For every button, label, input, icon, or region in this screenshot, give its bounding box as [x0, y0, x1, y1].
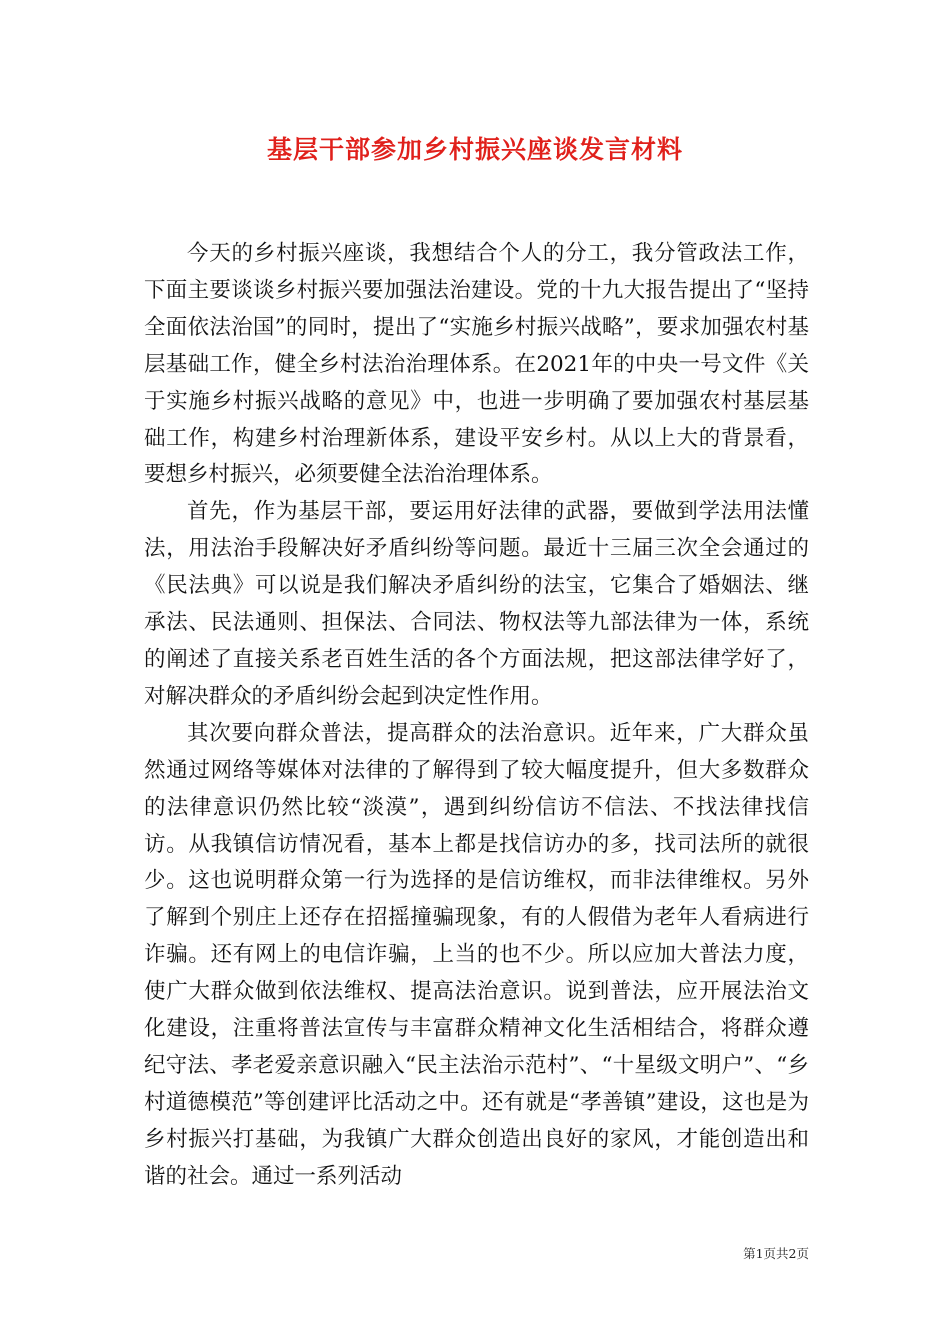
paragraph-1: 今天的乡村振兴座谈，我想结合个人的分工，我分管政法工作，下面主要谈谈乡村振兴要加强法治建设。党的十九大报告提出了“坚持全面依法治国”的同时，提出了“实施乡村振兴战略”，要求加强农村基层基础工作，健全乡村法治治理体系。在2021年的中央一号文件《关于实施乡村振兴战略的意见》中，也进一步明确了要加强农村基层基础工作，构建乡村治理新体系，建设平安乡村。从以上大的背景看，要想乡村振兴，必须要健全法治治理体系。	[144, 241, 809, 488]
document-body	[144, 236, 809, 1196]
paragraph-3: 其次要向群众普法，提高群众的法治意识。近年来，广大群众虽然通过网络等媒体对法律的了解得到了较大幅度提升，但大多数群众的法律意识仍然比较“淡漠”，遇到纠纷信访不信法、不找法律找信访。从我镇信访情况看，基本上都是找信访办的多，找司法所的就很少。这也说明群众第一行为选择的是信访维权，而非法律维权。另外了解到个别庄上还存在招摇撞骗现象，有的人假借为老年人看病进行诈骗。还有网上的电信诈骗，上当的也不少。所以应加大普法力度，使广大群众做到依法维权、提高法治意识。说到普法，应开展法治文化建设，注重将普法宣传与丰富群众精神文化生活相结合，将群众遵纪守法、孝老爱亲意识融入“民主法治示范村”、“十星级文明户”、“乡村道德模范”等创建评比活动之中。还有就是“孝善镇”建设，这也是为乡村振兴打基础，为我镇广大群众创造出良好的家风，才能创造出和谐的社会。通过一系列活动	[144, 720, 809, 1189]
paragraph-2: 首先，作为基层干部，要运用好法律的武器，要做到学法用法懂法，用法治手段解决好矛盾纠纷等问题。最近十三届三次全会通过的《民法典》可以说是我们解决矛盾纠纷的法宝，它集合了婚姻法、继承法、民法通则、担保法、合同法、物权法等九部法律为一体，系统的阐述了直接关系老百姓生活的各个方面法规，把这部法律学好了，对解决群众的矛盾纠纷会起到决定性作用。	[144, 499, 809, 709]
document-title: 基层干部参加乡村振兴座谈发言材料	[266, 135, 683, 164]
page-number-footer: 第1页共2页	[743, 1246, 809, 1261]
